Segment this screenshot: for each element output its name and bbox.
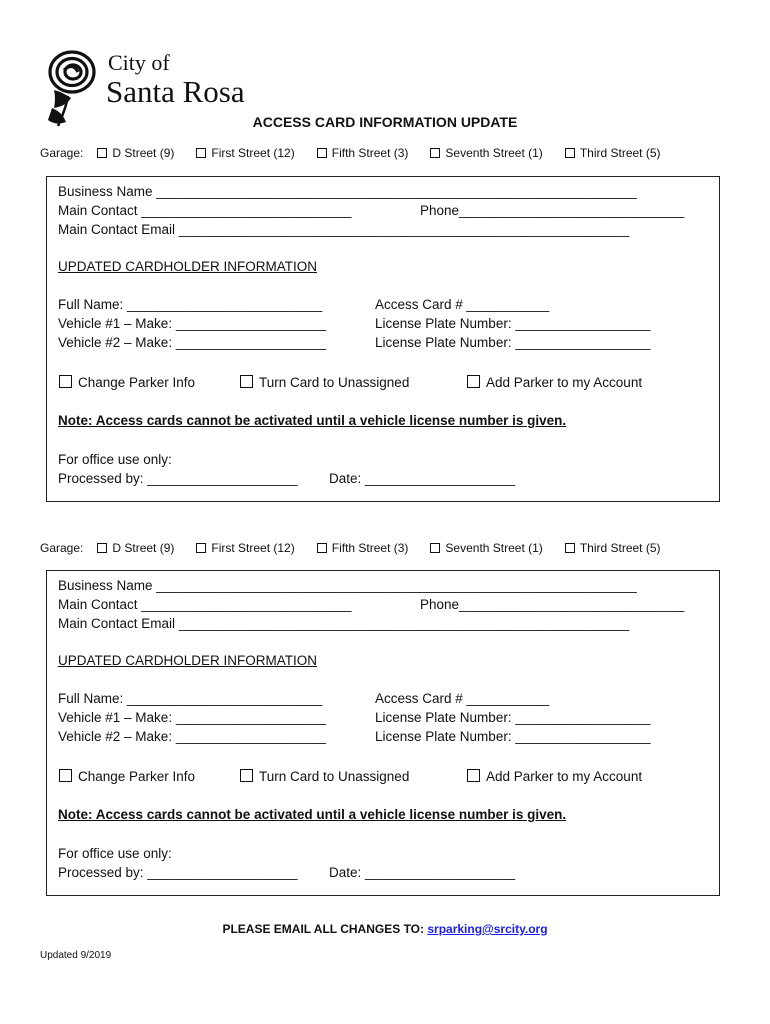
office-use-label: For office use only:: [58, 846, 172, 861]
phone-field[interactable]: Phone______________________________: [420, 597, 685, 612]
main-contact-field[interactable]: Main Contact ____________________________: [58, 597, 352, 612]
checkbox-icon[interactable]: [430, 148, 440, 158]
unassign-card-option[interactable]: Turn Card to Unassigned: [240, 375, 409, 390]
main-contact-email-field[interactable]: Main Contact Email ____________________________________________________________: [58, 616, 630, 631]
plate1-field[interactable]: License Plate Number: __________________: [375, 316, 651, 331]
phone-field[interactable]: Phone______________________________: [420, 203, 685, 218]
garage-option[interactable]: D Street (9): [97, 541, 174, 555]
add-parker-option[interactable]: Add Parker to my Account: [467, 375, 642, 390]
checkbox-icon[interactable]: [467, 375, 480, 388]
checkbox-icon[interactable]: [240, 769, 253, 782]
main-contact-email-field[interactable]: Main Contact Email ____________________________________________________________: [58, 222, 630, 237]
full-name-field[interactable]: Full Name: __________________________: [58, 297, 323, 312]
processed-by-field[interactable]: Processed by: ____________________: [58, 471, 298, 486]
logo-city-of: City of: [108, 50, 170, 75]
updated-date: Updated 9/2019: [40, 950, 112, 961]
plate2-field[interactable]: License Plate Number: __________________: [375, 335, 651, 350]
checkbox-icon[interactable]: [97, 148, 107, 158]
checkbox-icon[interactable]: [196, 148, 206, 158]
checkbox-icon[interactable]: [59, 769, 72, 782]
checkbox-icon[interactable]: [59, 375, 72, 388]
garage-option[interactable]: Third Street (5): [565, 541, 661, 555]
checkbox-icon[interactable]: [317, 543, 327, 553]
email-link[interactable]: srparking@srcity.org: [427, 922, 548, 936]
vehicle1-field[interactable]: Vehicle #1 – Make: ____________________: [58, 316, 326, 331]
logo-city-name: Santa Rosa: [106, 74, 245, 109]
garage-option[interactable]: Fifth Street (3): [317, 541, 409, 555]
checkbox-icon[interactable]: [430, 543, 440, 553]
checkbox-icon[interactable]: [317, 148, 327, 158]
checkbox-icon[interactable]: [240, 375, 253, 388]
form-box: [46, 570, 720, 896]
checkbox-icon[interactable]: [196, 543, 206, 553]
unassign-card-option[interactable]: Turn Card to Unassigned: [240, 769, 409, 784]
form-box: [46, 176, 720, 502]
plate2-field[interactable]: License Plate Number: __________________: [375, 729, 651, 744]
garage-option[interactable]: First Street (12): [196, 541, 294, 555]
main-contact-field[interactable]: Main Contact ____________________________: [58, 203, 352, 218]
footer-instruction: PLEASE EMAIL ALL CHANGES TO: srparking@srcity.org: [222, 922, 548, 936]
access-card-field[interactable]: Access Card # ___________: [375, 297, 550, 312]
plate1-field[interactable]: License Plate Number: __________________: [375, 710, 651, 725]
business-name-field[interactable]: Business Name ________________________________________________________________: [58, 578, 637, 593]
change-parker-option[interactable]: Change Parker Info: [59, 769, 195, 784]
checkbox-icon[interactable]: [97, 543, 107, 553]
checkbox-icon[interactable]: [565, 148, 575, 158]
section-heading: UPDATED CARDHOLDER INFORMATION: [58, 653, 318, 668]
vehicle1-field[interactable]: Vehicle #1 – Make: ____________________: [58, 710, 326, 725]
garage-option[interactable]: Fifth Street (3): [317, 146, 409, 160]
note-text: Note: Access cards cannot be activated until a vehicle license number is given.: [58, 807, 567, 822]
processed-by-field[interactable]: Processed by: ____________________: [58, 865, 298, 880]
date-field[interactable]: Date: ____________________: [329, 865, 516, 880]
full-name-field[interactable]: Full Name: __________________________: [58, 691, 323, 706]
change-parker-option[interactable]: Change Parker Info: [59, 375, 195, 390]
garage-option[interactable]: D Street (9): [97, 146, 174, 160]
vehicle2-field[interactable]: Vehicle #2 – Make: ____________________: [58, 729, 326, 744]
note-text: Note: Access cards cannot be activated until a vehicle license number is given.: [58, 413, 567, 428]
garage-label: Garage:: [40, 146, 84, 160]
page-title: ACCESS CARD INFORMATION UPDATE: [252, 114, 518, 130]
office-use-label: For office use only:: [58, 452, 172, 467]
garage-option[interactable]: Seventh Street (1): [430, 541, 542, 555]
business-name-field[interactable]: Business Name ________________________________________________________________: [58, 184, 637, 199]
garage-row: [40, 146, 683, 160]
garage-option[interactable]: First Street (12): [196, 146, 294, 160]
garage-row: [40, 541, 683, 555]
vehicle2-field[interactable]: Vehicle #2 – Make: ____________________: [58, 335, 326, 350]
section-heading: UPDATED CARDHOLDER INFORMATION: [58, 259, 318, 274]
garage-option[interactable]: Third Street (5): [565, 146, 661, 160]
access-card-field[interactable]: Access Card # ___________: [375, 691, 550, 706]
garage-option[interactable]: Seventh Street (1): [430, 146, 542, 160]
garage-label: Garage:: [40, 541, 84, 555]
checkbox-icon[interactable]: [467, 769, 480, 782]
date-field[interactable]: Date: ____________________: [329, 471, 516, 486]
checkbox-icon[interactable]: [565, 543, 575, 553]
add-parker-option[interactable]: Add Parker to my Account: [467, 769, 642, 784]
